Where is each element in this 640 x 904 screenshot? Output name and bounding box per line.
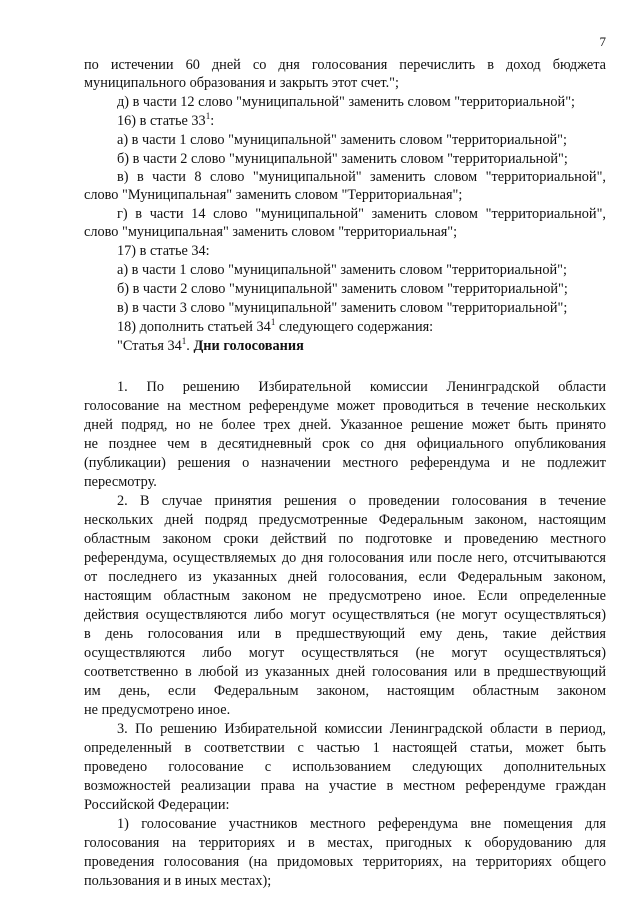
paragraph-line: дней подряд, но не более трех дней. Указанное решение может быть принято: [84, 417, 606, 433]
text-line: д) в части 12 слово "муниципальной" заменить словом "территориальной";: [117, 94, 576, 110]
paragraph-line: голосование на местном референдуме может проводиться в течение нескольких: [84, 398, 606, 414]
text-line: в) в части 8 слово "муниципальной" заменить словом "территориальной",: [117, 169, 606, 185]
paragraph-line: в день голосования или в предшествующий ему день, такие действия: [84, 626, 606, 642]
paragraph-line: им день, если Федеральным законом, настоящим областным законом: [84, 683, 606, 699]
text-line: в) в части 3 слово "муниципальной" заменить словом "территориальной";: [117, 300, 568, 316]
paragraph-line: осуществляются либо могут осуществляться (не могут осуществляться): [84, 645, 606, 661]
paragraph-line: (публикации) решения о назначении местного референдума и не подлежит: [84, 455, 606, 471]
section-heading-34: 17) в статье 34:: [117, 243, 210, 259]
section-heading-33: 16) в статье $33^1$:: [117, 111, 215, 129]
paragraph-line: референдума, осуществляемых до дня голосования или после него, отсчитываются: [84, 550, 606, 566]
paragraph-line: Российской Федерации:: [84, 797, 230, 813]
paragraph-line: действия осуществляются либо могут осуществляться (не могут осуществляться): [84, 607, 606, 623]
text-line: а) в части 1 слово "муниципальной" заменить словом "территориальной";: [117, 132, 567, 148]
text-line: слово "Муниципальная" заменить словом "Территориальная";: [84, 187, 463, 203]
paragraph-line: не позднее чем в десятидневный срок со дня официального опубликования: [84, 436, 606, 452]
paragraph-line: нескольких дней подряд предусмотренные Федеральным законом, настоящим: [84, 512, 606, 528]
text-line: б) в части 2 слово "муниципальной" заменить словом "территориальной";: [117, 281, 568, 297]
text-line: г) в части 14 слово "муниципальной" заменить словом "территориальной",: [117, 206, 606, 222]
paragraph-line: 1) голосование участников местного референдума вне помещения для: [117, 816, 606, 832]
page-number: 7: [599, 34, 606, 49]
paragraph-line: пользования и в иных местах);: [84, 873, 272, 889]
paragraph-line: 1. По решению Избирательной комиссии Ленинградской области: [117, 379, 606, 395]
paragraph-line: соответственно в любой из указанных дней голосования или в предшествующий: [84, 664, 606, 680]
paragraph-line: не предусмотрено иное.: [84, 702, 231, 718]
paragraph-line: возможностей реализации права на участие в местном референдуме граждан: [84, 778, 606, 794]
text-line: по истечении 60 дней со дня голосования перечислить в доход бюджета: [84, 57, 606, 73]
paragraph-line: голосования на территориях и в местах, пригодных к оборудованию для: [84, 835, 606, 851]
paragraph-line: настоящим областным законом не предусмотрено иное. Если определенные: [84, 588, 606, 604]
paragraph-line: 3. По решению Избирательной комиссии Ленинградской области в период,: [117, 721, 606, 737]
paragraph-line: определенный в соответствии с частью 1 настоящей статьи, может быть: [84, 740, 606, 756]
paragraph-line: проведения голосования (на придомовых территориях, на территориях общего: [84, 854, 606, 870]
text-line: 18) дополнить статьей $34^1$ следующего содержания:: [117, 317, 434, 335]
paragraph-line: от последнего из указанных дней голосования, если Федеральным законом,: [84, 569, 606, 585]
article-title: "Статья $34^1$. Дни голосования: [117, 336, 304, 354]
text-line: слово "муниципальная" заменить словом "территориальная";: [84, 224, 458, 240]
text-line: а) в части 1 слово "муниципальной" заменить словом "территориальной";: [117, 262, 567, 278]
text-line: б) в части 2 слово "муниципальной" заменить словом "территориальной";: [117, 151, 568, 167]
paragraph-line: пересмотру.: [84, 474, 157, 490]
paragraph-line: областным законом сроки действий по подготовке и проведению местного: [84, 531, 606, 547]
paragraph-line: 2. В случае принятия решения о проведении голосования в течение: [117, 493, 606, 509]
text-line: муниципального образования и закрыть этот счет.";: [84, 75, 399, 91]
paragraph-line: проведено голосование с использованием следующих дополнительных: [84, 759, 606, 775]
